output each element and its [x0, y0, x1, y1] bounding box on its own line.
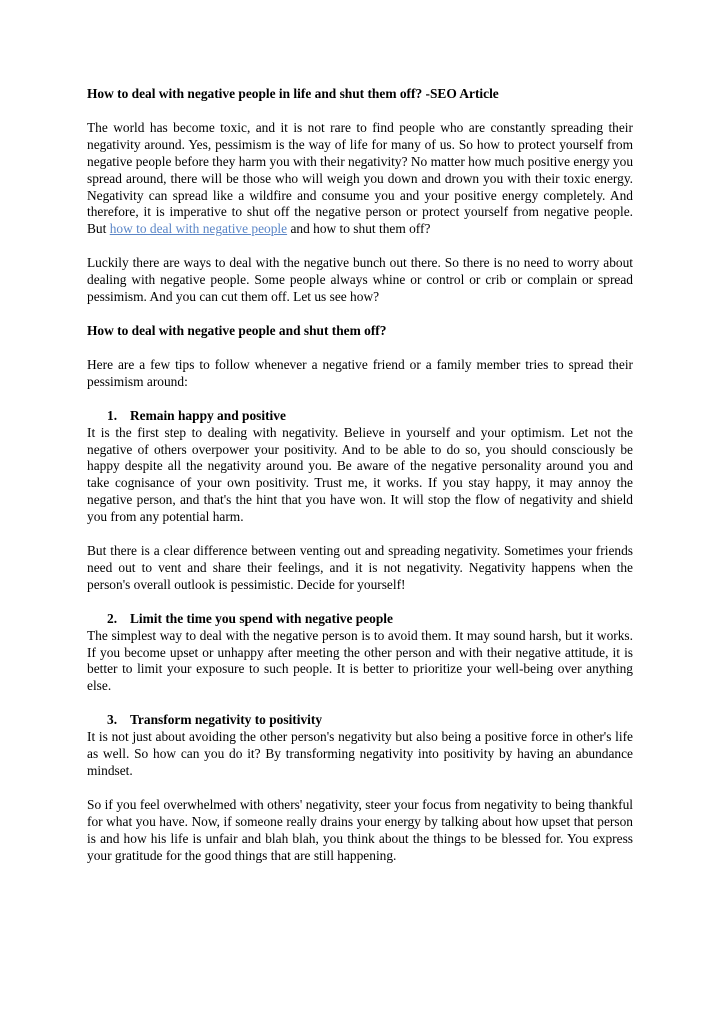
article-title: How to deal with negative people in life and shut them off? -SEO Article — [87, 86, 499, 101]
intro-text-after-link: and how to shut them off? — [290, 221, 431, 237]
tip-number-2: 2. — [107, 610, 118, 626]
tip-number-1: 1. — [107, 407, 118, 423]
tip-heading-text-2: Limit the time you spend with negative people — [130, 610, 393, 626]
intro-text-before-link: The world has become toxic, and it is not rare to find people who are constantly spreading their negativity around. Yes, pessimism is the way of life for many of us. So how to protect yourself from negative people before they harm you with their negativity? No matter how much positive energy you spread around, there will be those who will weigh you down and drown you with their toxic energy. Negativity can spread like a wildfire and consume you and your positive energy completely. And therefore, it is imperative to shut off the negative person or protect yourself from negative people. But — [87, 119, 634, 237]
tip-number-3: 3. — [107, 712, 118, 728]
tip-heading-2 — [87, 611, 633, 628]
tip-heading-3 — [87, 712, 633, 729]
tip-1-paragraph-1: It is the first step to dealing with negativity. Believe in yourself and your optimism. Let not the negative of others overpower your positivity. And to be able to do so, you should consciously be happy despite all the negativity around you. Be aware of the negative personality around you and take cognisance of your own positivity. Trust me, it works. If you stay happy, it may annoy the negative person, and that's the hint that you have won. It will stop the flow of negativity and shield you from any potential harm. — [87, 424, 633, 525]
tip-3-paragraph-2: So if you feel overwhelmed with others' negativity, steer your focus from negativity to being thankful for what you have. Now, if someone really drains your energy by talking about how upset that person is and how his life is unfair and blah blah, you think about the things to be blessed for. You express your gratitude for the good things that are still happening. — [87, 796, 633, 863]
negative-people-link[interactable]: how to deal with negative people — [109, 221, 288, 237]
tip-3-paragraph-1: It is not just about avoiding the other person's negativity but also being a positive force in other's life as well. So how can you do it? By transforming negativity into positivity by having an abundance mindset. — [87, 729, 633, 778]
tip-heading-1 — [87, 408, 633, 425]
tip-heading-text-3: Transform negativity to positivity — [130, 712, 323, 728]
intro-paragraph — [87, 120, 633, 238]
tip-1-paragraph-2: But there is a clear difference between venting out and spreading negativity. Sometimes your friends need out to vent and share their feelings, and it is not negativity. Negativity happens when the person's overall outlook is pessimistic. Decide for yourself! — [87, 543, 633, 592]
second-paragraph: Luckily there are ways to deal with the negative bunch out there. So there is no need to worry about dealing with negative people. Some people always whine or control or crib or complain or spread pessimism. And you can cut them off. Let us see how? — [87, 255, 633, 305]
tip-2-paragraph-1: The simplest way to deal with the negative person is to avoid them. It may sound harsh, but it works. If you become upset or unhappy after meeting the other person and with their negative attitude, it is better to limit your exposure to such people. It is better to prioritize your well-being over anything else. — [87, 627, 633, 694]
document-page — [87, 86, 633, 865]
tips-intro-paragraph: Here are a few tips to follow whenever a negative friend or a family member tries to spread their pessimism around: — [87, 356, 633, 389]
section-subheading: How to deal with negative people and shut them off? — [87, 322, 387, 338]
tip-heading-text-1: Remain happy and positive — [130, 407, 286, 423]
